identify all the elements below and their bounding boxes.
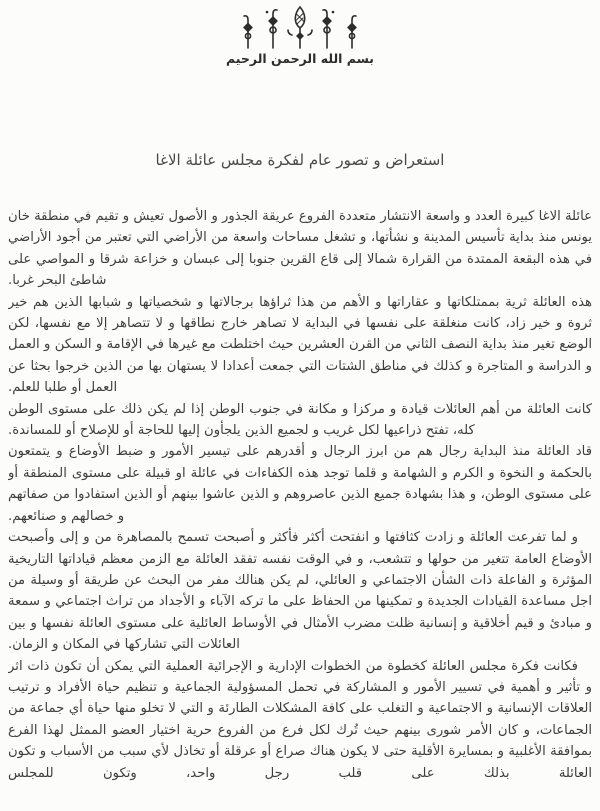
- body-paragraph: هذه العائلة ثرية بممتلكاتها و عقاراتها و الأهم من هذا ثراؤها برجالاتها و شخصياتها و شبابها الذين هم خير ثروة و خير زاد، كانت منغلقة على نفسها في البداية لا تصاهر خارج نطاقها و لا تتصاهر إلا مع نفسها، لكن الوضع تغير منذ بداية النصف الثاني من القرن العشرين حيث اختلطت مع غيرها في الإقامة و السكن و العمل و الدراسة و المتاجرة و كذلك في مناطق الشتات التي جمعت أعدادا لا يستهان بها من الذين خرجوا بحثا عن العمل أو طلبا للعلم.: [8, 294, 592, 396]
- body-paragraph: و لما تفرعت العائلة و زادت كثافتها و انفتحت أكثر فأكثر و أصبحت تسمح بالمصاهرة من و إلى وأصبحت الأوضاع العامة تتغير من حولها و تتشعب، و في الوقت نفسه تفقد العائلة مع الزمن معظم قياداتها التاريخية المؤثرة و الفاعلة ذات الشأن الاجتماعي و العائلي، لم يكن هنالك مفر من البحث عن طريقة أو وسيلة من اجل مساعدة القيادات الجديدة و تمكينها من الحفاظ على ما تركه الآباء و الأجداد من تراث اجتماعي و سمعة و مبادئ و قيم أخلاقية و إنسانية ظلت مضرب الأمثال في الأوساط العائلية على مستوى العائلة نفسها و بين العائلات التي تشاركها في المكان و الزمان.: [8, 530, 592, 653]
- body-paragraph: كانت العائلة من أهم العائلات قيادة و مركزا و مكانة في جنوب الوطن إذا لم يكن ذلك على مستوى الوطن كله، تفتح ذراعيها لكل غريب و لجميع الذين يلجأون إليها للحاجة أو للإصلاح أو للمساندة.: [8, 401, 592, 439]
- kufic-staffs-icon: [234, 4, 366, 50]
- document-body: [8, 206, 592, 811]
- body-paragraph: عائلة الاغا كبيرة العدد و واسعة الانتشار متعددة الفروع عريقة الجذور و الأصول تعيش و تقيم في منطقة خان يونس منذ بداية تأسيس المدينة و نشأتها، و تشغل مساحات واسعة من الأراضي التي تعتبر من أجود الأراضي في هذه البقعة الممتدة من القرارة شمالا إلى قاع القرين جنوبا إلى عبسان و خزاعة شرقا و المواصي على شاطئ البحر غربا.: [8, 209, 592, 289]
- body-paragraph: فكانت فكرة مجلس العائلة كخطوة من الخطوات الإدارية و الإجرائية العملية التي يمكن أن تكون ذات اثر و تأثير و أهمية في تسيير الأمور و المشاركة في تحمل المسؤولية الجماعية و تنظيم حياة الأفراد و ترتيب العلاقات الإنسانية و الاجتماعية و التغلب على كافة المشكلات الطارئة و التي لا تخلو منها حياة أي جماعة من الجماعات، و كان الأمر شورى بينهم حيث تُرك لكل فرع من الفروع حرية اختيار العضو الممثل لهذا الفرع بموافقة الأغلبية و بمسايرة الأقلية حتى لا يكون هناك صراع أو عرقلة أو تخاذل لأي سبب من الأسباب و تكون العائلة بذلك على قلب رجل واحد، وتكون للمجلس: [8, 658, 592, 781]
- body-paragraph: قاد العائلة منذ البداية رجال هم من ابرز الرجال و أقدرهم على تيسير الأمور و ضبط الأوضاع و يتمتعون بالحكمة و النخوة و الكرم و الشهامة و قلما توجد هذه الكفاءات في عائلة او قبيلة على مستوى المنطقة أو على مستوى الوطن، و هذا بشهادة جميع الذين عاصروهم و الذين عاشوا بينهم أو الذين استفادوا من صفاتهم و خصالهم و صنائعهم.: [8, 444, 592, 524]
- bismillah-calligraphy-text: بسم الله الرحمن الرحيم: [226, 51, 374, 66]
- bismillah-ornament: [0, 4, 600, 66]
- document-title: استعراض و تصور عام لفكرة مجلس عائلة الاغا: [155, 151, 445, 169]
